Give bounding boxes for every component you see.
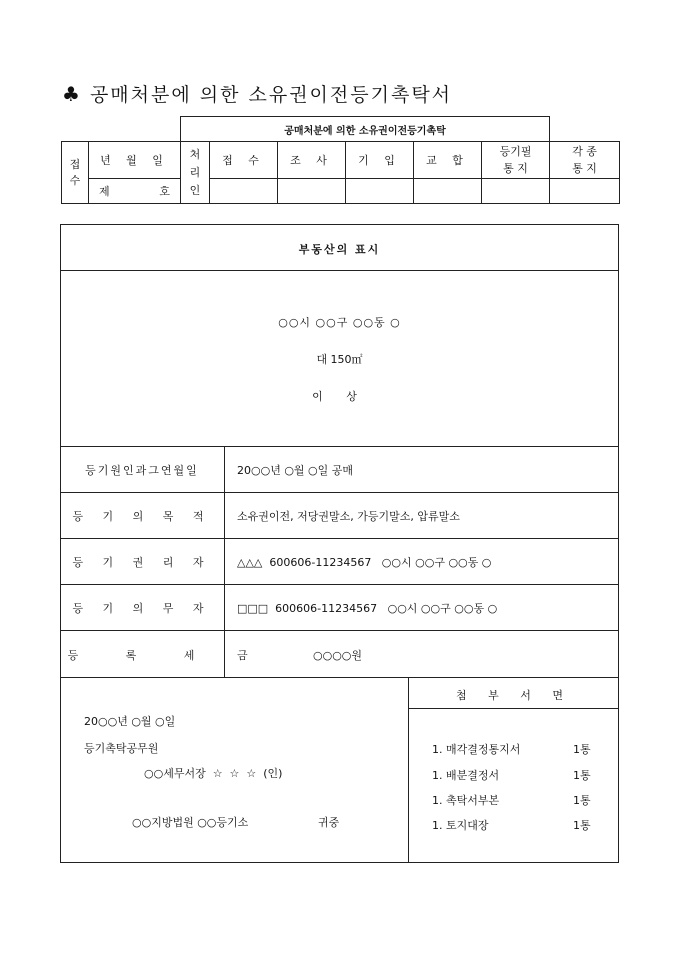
entry-blank [346,179,414,204]
receipt-label: 접 수 [62,142,89,204]
receipt-blank [210,179,278,204]
attachment-count: 1통 [573,743,591,756]
collation-blank [414,179,482,204]
attachment-name: 1. 토지대장 [432,819,489,832]
property-end: 이 상 [312,390,367,403]
row-label-cause: 등기원인과그연월일 [85,464,199,477]
row-label-obligor: 등 기 의 무 자 [72,602,212,615]
various-notice-blank [550,179,620,204]
number-cell: 제 호 [89,179,181,204]
receipt-cell: 접 수 [210,142,278,179]
attachment-name: 1. 배분결정서 [432,769,500,782]
club-icon: ♣ [62,82,82,106]
investigation-cell: 조 사 [278,142,346,179]
row-value-right-holder: △△△ 600606-11234567 ○○시 ○○구 ○○동 ○ [237,556,492,569]
form-title: 공매처분에 의한 소유권이전등기촉탁 [181,117,550,142]
document-title [62,80,452,107]
registration-notice-cell: 등기필 통 지 [482,142,550,179]
attachment-count: 1통 [573,819,591,832]
row-value-cause: 20○○년 ○월 ○일 공매 [237,464,354,477]
row-value-purpose: 소유권이전, 저당권말소, 가등기말소, 압류말소 [237,510,460,523]
footer-office-signature: ○○세무서장 ☆ ☆ ☆ (인) [144,767,283,780]
property-heading: 부동산의 표시 [298,243,381,256]
row-label-registration-tax: 등 록 세 [67,649,217,662]
row-label-purpose: 등 기 의 목 적 [72,510,212,523]
row-value-obligor: □□□ 600606-11234567 ○○시 ○○구 ○○동 ○ [237,602,498,615]
processing-label: 처 리 인 [181,142,210,204]
various-notice-cell: 각 종 통 지 [550,142,620,179]
document-title-text: 공매처분에 의한 소유권이전등기촉탁서 [89,84,453,106]
attachment-name: 1. 촉탁서부본 [432,794,500,807]
attachment-count: 1통 [573,794,591,807]
entry-cell: 기 입 [346,142,414,179]
footer-recipient: ○○지방법원 ○○등기소 [132,816,249,829]
attachments-heading: 첨 부 서 면 [456,689,572,702]
row-label-right-holder: 등 기 권 리 자 [72,556,212,569]
row-value-tax-prefix: 금 [237,649,248,662]
attachment-name: 1. 매각결정통지서 [432,743,521,756]
date-label: 년 월 일 [89,142,181,179]
registration-notice-blank [482,179,550,204]
property-address: ○○시 ○○구 ○○동 ○ [278,316,401,329]
footer-honorific: 귀중 [318,816,340,829]
row-value-tax-amount: ○○○○원 [313,649,363,662]
attachment-count: 1통 [573,769,591,782]
property-land: 대 150㎡ [316,353,363,366]
footer-official: 등기촉탁공무원 [84,742,159,755]
collation-cell: 교 합 [414,142,482,179]
receipt-table [61,116,620,204]
investigation-blank [278,179,346,204]
footer-date: 20○○년 ○월 ○일 [84,715,176,728]
